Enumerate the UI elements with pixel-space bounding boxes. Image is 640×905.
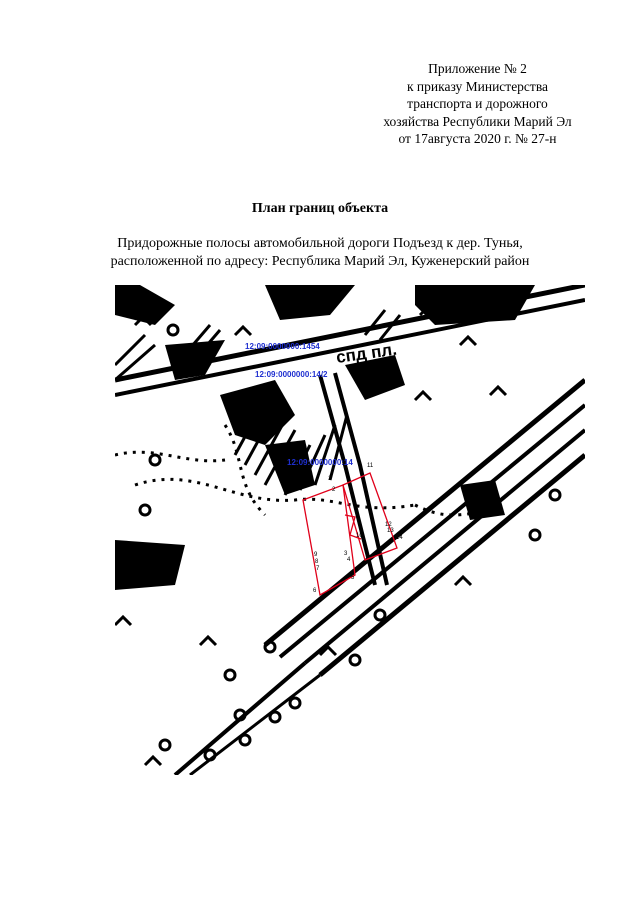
point-10: 10 bbox=[356, 533, 363, 539]
appendix-line-2: к приказу Министерства bbox=[406, 78, 549, 94]
appendix-line-1: Приложение № 2 bbox=[428, 61, 527, 76]
boundary-map bbox=[115, 285, 585, 775]
point-4: 4 bbox=[347, 557, 351, 563]
cadastral-label-3: 12:09:0000000:14 bbox=[287, 458, 353, 467]
appendix-line-3: транспорта и дорожного bbox=[407, 96, 548, 111]
boundary-point-numbers bbox=[313, 463, 403, 594]
appendix-header bbox=[360, 60, 595, 148]
appendix-line-4: хозяйства Республики Марий Эл bbox=[383, 113, 572, 129]
object-description-line-2: расположенной по адресу: Республика Марий Эл, Куженерский район bbox=[110, 254, 530, 269]
map-main-road bbox=[115, 285, 585, 395]
cadastral-label-2: 12:09:0000000:14/2 bbox=[255, 370, 328, 379]
point-7: 7 bbox=[316, 566, 320, 572]
point-5: 5 bbox=[351, 575, 355, 581]
point-8: 8 bbox=[315, 559, 319, 565]
plan-title: План границ объекта bbox=[251, 201, 389, 216]
point-12: 12 bbox=[385, 522, 392, 528]
map-settlement-label: спд пл. bbox=[334, 339, 398, 367]
cadastral-label-1: 12:09:0000000:1454 bbox=[245, 342, 320, 351]
point-2: 2 bbox=[332, 487, 336, 493]
point-6: 6 bbox=[313, 588, 317, 594]
point-11: 11 bbox=[367, 463, 374, 469]
object-description bbox=[0, 235, 640, 271]
point-13: 13 bbox=[387, 528, 394, 534]
point-14: 14 bbox=[396, 535, 403, 541]
point-1: 1 bbox=[328, 476, 332, 482]
point-3: 3 bbox=[344, 551, 348, 557]
map-svg bbox=[115, 285, 585, 775]
point-9: 9 bbox=[314, 552, 318, 558]
object-description-line-1: Придорожные полосы автомобильной дороги Подъезд к дер. Тунья, bbox=[117, 236, 523, 251]
appendix-line-5: от 17августа 2020 г. № 27-н bbox=[398, 131, 557, 146]
